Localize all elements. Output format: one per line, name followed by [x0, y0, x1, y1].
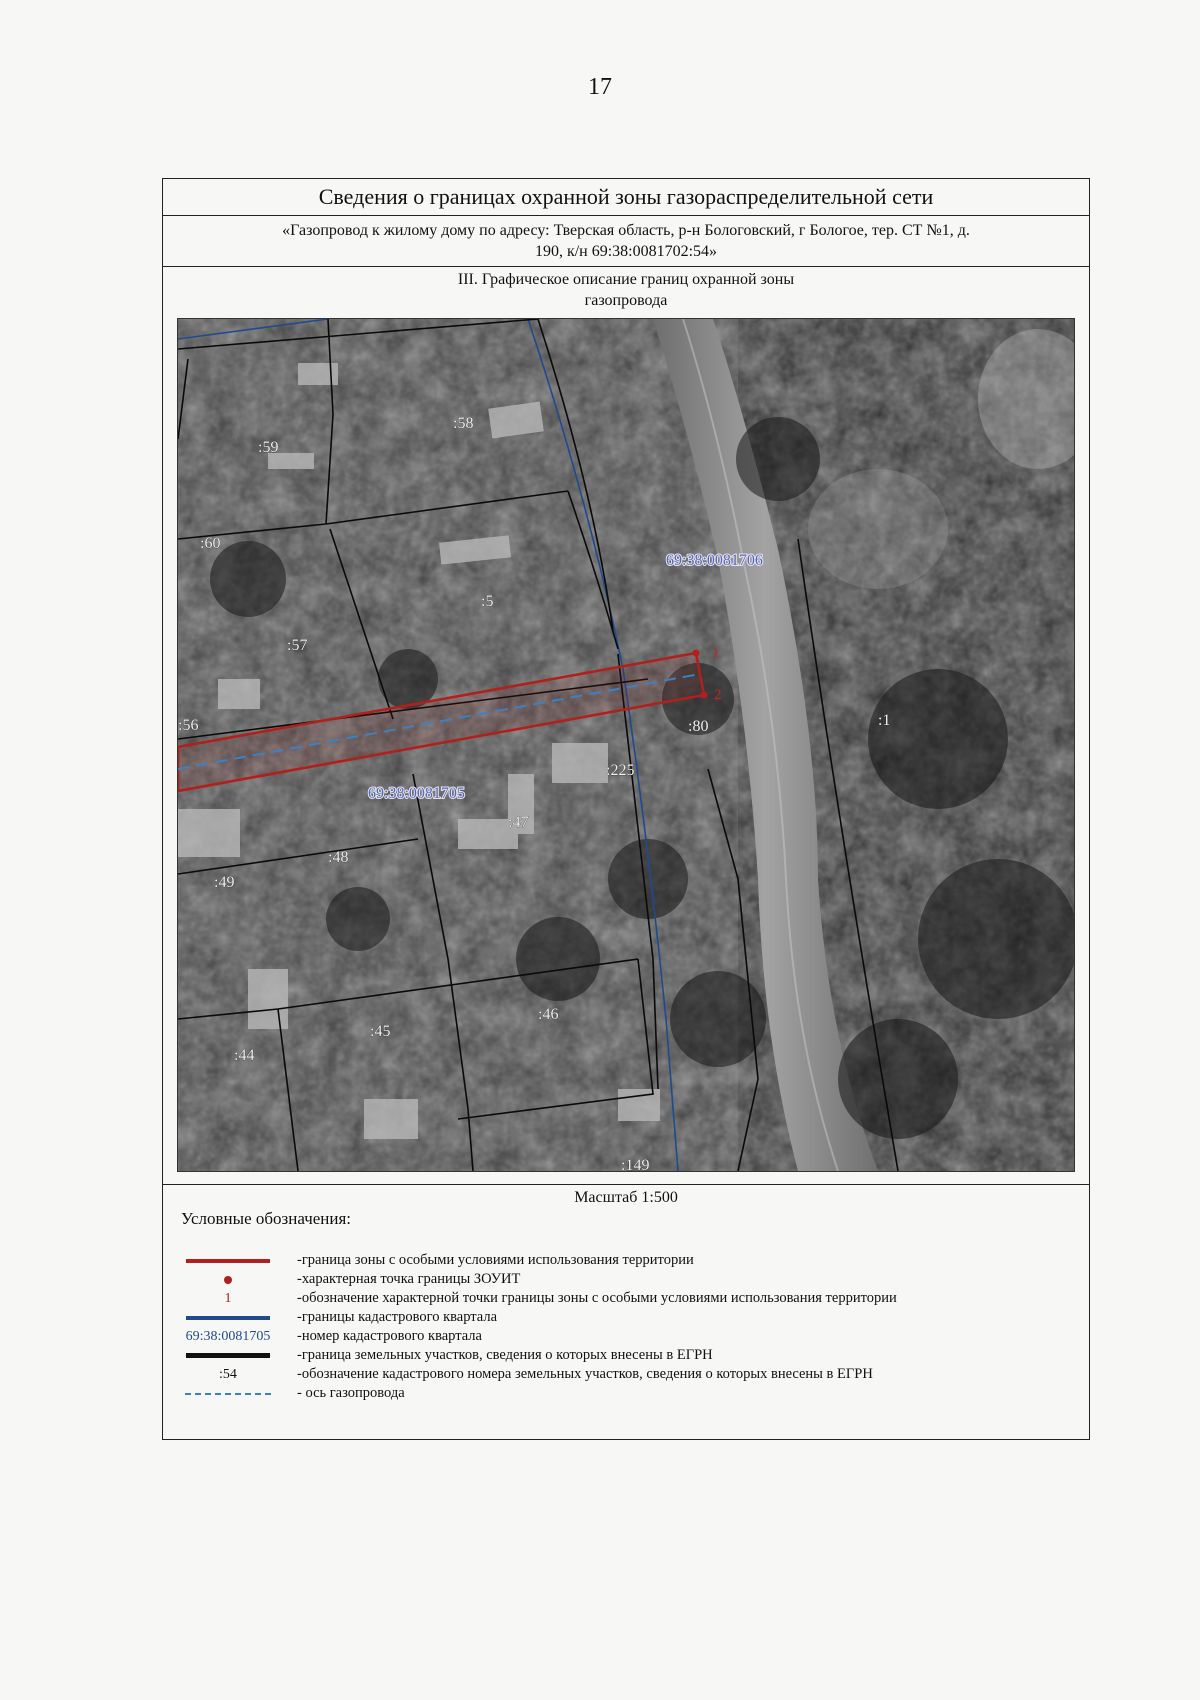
legend-text: -граница земельных участков, сведения о которых внесены в ЕГРН: [297, 1347, 713, 1363]
legend-symbol: [167, 1365, 289, 1384]
sheet-title: Сведения о границах охранной зоны газораспределительной сети: [163, 179, 1089, 216]
section-title-line-2: газопровода: [584, 292, 668, 309]
dash-line-swatch: [185, 1393, 271, 1395]
legend-item-boundary-point: [167, 1270, 1077, 1289]
gas-zone-sheet: [162, 178, 1090, 1440]
legend-text: - ось газопровода: [297, 1385, 405, 1401]
map-canvas: [178, 319, 1074, 1171]
object-description-line-2: 190, к/н 69:38:0081702:54»: [534, 243, 718, 260]
legend-text: -граница зоны с особыми условиями использования территории: [297, 1252, 694, 1268]
parcel-label: :5: [481, 593, 494, 610]
legend-symbol: [167, 1270, 289, 1289]
parcel-label: :1: [878, 712, 891, 729]
legend-symbol: [167, 1384, 289, 1403]
red-dot-swatch: [224, 1276, 232, 1284]
legend: [167, 1251, 1077, 1403]
section-title: [163, 269, 1089, 311]
point-label-2: 2: [714, 687, 722, 703]
legend-item-quarter-number: [167, 1327, 1077, 1346]
legend-symbol: [167, 1308, 289, 1327]
meadow-patch: [808, 469, 948, 589]
boundary-point-2[interactable]: [701, 692, 708, 699]
parcel-label: :56: [178, 717, 199, 734]
parcel-label: :47: [508, 814, 529, 831]
parcel-label: :80: [688, 718, 709, 735]
black-line-swatch: [186, 1353, 270, 1358]
legend-text: -обозначение кадастрового номера земельных участков, сведения о которых внесены в ЕГРН: [297, 1366, 873, 1382]
legend-symbol: [167, 1346, 289, 1365]
quarter-label-81706: 69:38:0081706: [666, 552, 763, 569]
black-text-swatch: :54: [219, 1367, 237, 1382]
section-title-line-1: III. Графическое описание границ охранной зоны: [457, 271, 795, 288]
object-description-line-1: «Газопровод к жилому дому по адресу: Тверская область, р-н Бологовский, г Бологое, тер. СТ №1, д.: [282, 222, 970, 239]
scale-divider: [163, 1184, 1089, 1185]
legend-item-parcel-number: [167, 1365, 1077, 1384]
map-scale: Масштаб 1:500: [574, 1189, 678, 1206]
object-description: [163, 215, 1089, 267]
legend-text: -обозначение характерной точки границы зоны с особыми условиями использования территории: [297, 1290, 897, 1306]
legend-item-parcel-boundary: [167, 1346, 1077, 1365]
red-number-swatch: 1: [224, 1291, 232, 1306]
legend-text: -характерная точка границы ЗОУИТ: [297, 1271, 521, 1287]
page-number: 17: [588, 74, 612, 100]
blue-text-swatch: 69:38:0081705: [185, 1329, 271, 1344]
parcel-label: :149: [621, 1157, 650, 1171]
legend-symbol: [167, 1251, 289, 1270]
quarter-label-81705: 69:38:0081705: [368, 785, 465, 802]
parcel-label: :48: [328, 849, 349, 866]
legend-title: Условные обозначения:: [181, 1209, 352, 1228]
legend-symbol: [167, 1289, 289, 1308]
legend-symbol: [167, 1327, 289, 1346]
legend-item-zone-boundary: [167, 1251, 1077, 1270]
point-label-1: 1: [712, 645, 720, 661]
red-line-swatch: [186, 1259, 270, 1263]
legend-item-quarter-boundary: [167, 1308, 1077, 1327]
parcel-label: :58: [453, 415, 474, 432]
parcel-label: :44: [234, 1047, 255, 1064]
aerial-map[interactable]: [177, 318, 1075, 1172]
parcel-label: :60: [200, 535, 221, 552]
parcel-label: :45: [370, 1023, 391, 1040]
parcel-label: :57: [287, 637, 308, 654]
parcel-label: :59: [258, 439, 279, 456]
parcel-label: :46: [538, 1006, 559, 1023]
legend-text: -номер кадастрового квартала: [297, 1328, 482, 1344]
legend-text: -границы кадастрового квартала: [297, 1309, 498, 1325]
boundary-point-1[interactable]: [693, 650, 700, 657]
parcel-label: :49: [214, 874, 235, 891]
blue-line-swatch: [186, 1316, 270, 1320]
legend-item-point-number: [167, 1289, 1077, 1308]
parcel-label: :225: [606, 762, 635, 779]
legend-item-pipeline-axis: [167, 1384, 1077, 1403]
